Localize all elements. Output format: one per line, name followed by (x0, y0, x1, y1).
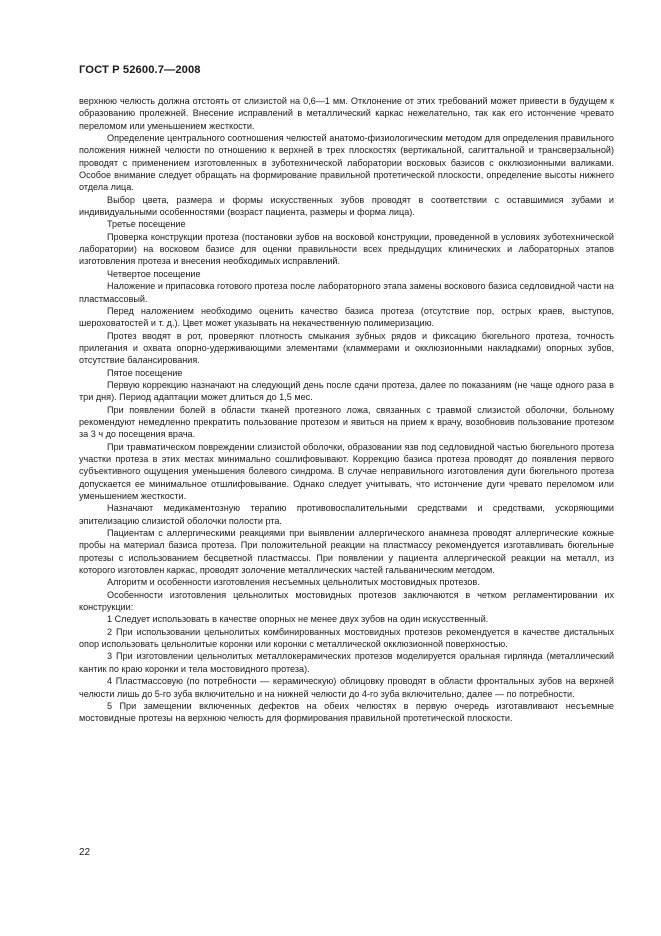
page-number: 22 (79, 847, 91, 858)
paragraph: Проверка конструкции протеза (постановки зубов на восковой конструкции, проведенной в условиях зуботехнической лаборатории) на восковом базисе для оценки правильности всех предыдущих клинических и лабораторных этапов изготовления протеза и внесения необходимых исправлений. (79, 231, 614, 267)
paragraph: Алгоритм и особенности изготовления несъемных цельнолитых мостовидных протезов. (107, 577, 480, 588)
list-item: 2 При использовании цельнолитых комбинированных мостовидных протезов рекомендуется в качестве дистальных опор использовать цельнолитые коронки или коронки с металлической окклюзионной поверхностью. (79, 626, 614, 650)
paragraph: При появлении болей в области тканей протезного ложа, связанных с травмой слизистой оболочки, больному рекомендуют немедленно прекратить пользование протезом и явиться на прием к врачу, возобновив пользование протезом за 3 ч до посещения врача. (79, 404, 614, 440)
paragraph: Протез вводят в рот, проверяют плотность смыкания зубных рядов и фиксацию бюгельного протеза, точность прилегания и охвата опорно-удерживающими элементами (кламмерами и окклюзионными накладками) опорных зубов, отсутствие балансирования. (79, 330, 614, 366)
paragraph-continued: верхнюю челюсть должна отстоять от слизистой на 0,6—1 мм. Отклонение от этих требований может привести в будущем к образованию пролежней. Внесение исправлений в металлический каркас нежелательно, так как его истончение чревато переломом или уменьшением жесткости. (79, 96, 614, 131)
paragraph: Первую коррекцию назначают на следующий день после сдачи протеза, далее по показаниям (не чаще одного раза в три дня). Период адаптации может длиться до 1,5 мес. (79, 379, 614, 403)
section-subheading: Третье посещение (107, 219, 186, 230)
section-subheading: Четвертое посещение (107, 268, 201, 279)
document-body (79, 95, 614, 725)
list-item: 3 При изготовлении цельнолитых металлокерамических протезов моделируется оральная гирлянда (металлический кантик по краю коронки и тела мостовидного протеза). (79, 651, 614, 674)
paragraph: Определение центрального соотношения челюстей анатомо-физиологическим методом для определения правильного положения нижней челюсти по отношению к верхней в трех плоскостях (вертикальной, сагиттальной и трансверзальной) проводят с применением изготовленных в зуботехнической лаборатории восковых базисов с окклюзионными валиками. Особое внимание следует обращать на формирование правильной протетической плоскости, определение высоты нижнего отдела лица. (79, 133, 614, 193)
paragraph: Особенности изготовления цельнолитых мостовидных протезов заключаются в четком регламентировании их конструкции: (79, 589, 614, 613)
paragraph: Наложение и припасовка готового протеза после лабораторного этапа замены воскового базиса седловидной части на пластмассовый. (79, 281, 614, 304)
paragraph: Выбор цвета, размера и формы искусственных зубов проводят в соответствии с оставшимися зубами и индивидуальными особенностями (возраст пациента, размеры и форма лица). (79, 194, 614, 218)
list-item: 5 При замещении включенных дефектов на обеих челюстях в первую очередь изготавливают несъемные мостовидные протезы на верхнюю челюсть для формирования правильной протетической плоскости. (79, 700, 614, 724)
paragraph: При травматическом повреждении слизистой оболочки, образовании язв под седловидной частью бюгельного протеза участки протеза в этих местах минимально сошлифовывают. Коррекцию базиса протеза проводят до появления первого субъективного ощущения уменьшения болевого синдрома. В случае неправильного изготовления дуги бюгельного протеза допускается ее минимальное отшлифовывание. Однако следует учитывать, что истончение дуги чревато переломом или уменьшением жесткости. (79, 441, 614, 501)
document-header: ГОСТ Р 52600.7—2008 (79, 64, 201, 76)
paragraph: Назначают медикаментозную терапию противовоспалительными средствами и средствами, ускоряющими эпителизацию слизистой оболочки полости рта. (79, 503, 614, 526)
section-subheading: Пятое посещение (107, 367, 183, 378)
list-item: 1 Следует использовать в качестве опорных не менее двух зубов на один искусственный. (107, 614, 489, 625)
paragraph: Перед наложением необходимо оценить качество базиса протеза (отсутствие пор, острых краев, выступов, шероховатостей и т. д.). Цвет может указывать на некачественную полимеризацию. (79, 305, 614, 329)
list-item: 4 Пластмассовую (по потребности — керамическую) облицовку проводят в области фронтальных зубов на верхней челюсти лишь до 5-го зуба включительно и на нижней челюсти до 4-го зуба включительно, далее — по потребности. (79, 676, 614, 699)
paragraph: Пациентам с аллергическими реакциями при выявлении аллергического анамнеза проводят аллергические кожные пробы на материал базиса протеза. При положительной реакции на пластмассу рекомендуется изготавливать бюгельные протезы с использованием бесцветной пластмассы. При появлении у пациента аллергической реакции на металл, из которого изготовлен каркас, проводят золочение металлических частей гальваническим методом. (79, 528, 614, 576)
